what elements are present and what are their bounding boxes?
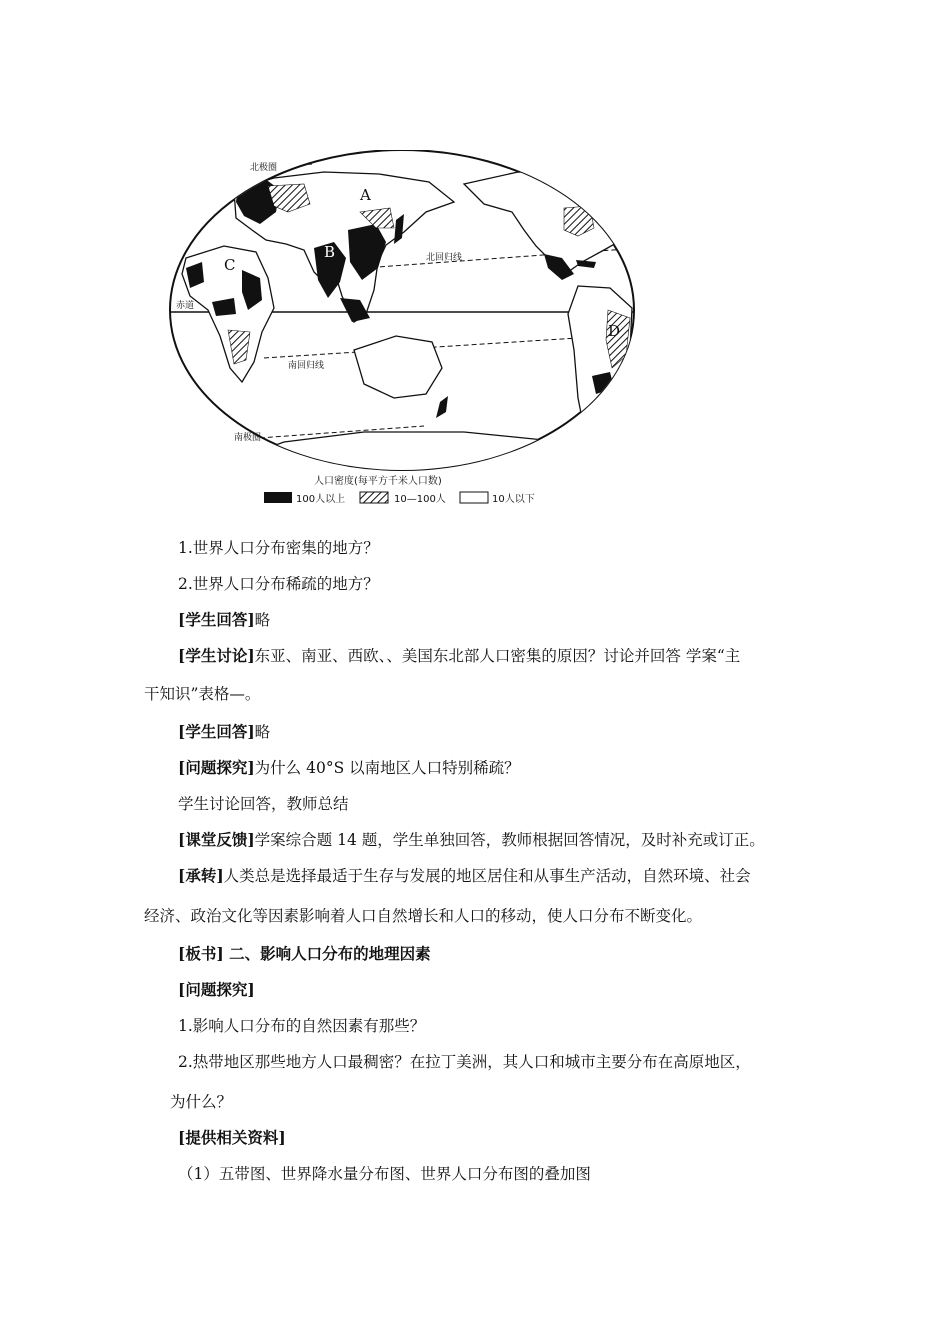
class-feedback: [课堂反馈]学案综合题 14 题，学生单独回答，教师根据回答情况，及时补充或订正。 (178, 830, 765, 849)
student-discussion: [学生讨论]东亚、南亚、西欧、、美国东北部人口密集的原因？讨论并回答 学案“主 (178, 646, 741, 665)
arctic-circle-label: 北极圈 (250, 163, 278, 173)
antarctic-circle-label: 南极圈 (234, 433, 262, 443)
legend-title: 人口密度(每平方千米人口数) (314, 476, 442, 487)
question-2: 2.世界人口分布稀疏的地方？ (178, 575, 379, 593)
board-heading: [板书] 二、影响人口分布的地理因素 (178, 944, 431, 963)
problem-inquiry-2: [问题探究] (178, 980, 255, 999)
tropic-of-cancer-label: 北回归线 (426, 253, 463, 263)
legend-sparse-swatch (460, 492, 488, 503)
region-label-b: B (324, 243, 336, 261)
equator-label: 赤道 (176, 301, 195, 311)
region-label-d: D (608, 322, 621, 340)
inquiry-question-2-cont: 为什么？ (170, 1093, 233, 1111)
question-1: 1.世界人口分布密集的地方？ (178, 539, 379, 557)
region-label-a: A (360, 186, 371, 204)
student-answer-1: [学生回答]略 (178, 610, 271, 629)
tropic-of-capricorn-label: 南回归线 (288, 361, 325, 371)
legend-sparse-label: 10人以下 (492, 494, 535, 505)
world-population-density-map (164, 150, 640, 515)
student-discussion-cont: 干知识”表格—。 (144, 685, 261, 703)
legend-medium-swatch (360, 492, 388, 503)
problem-inquiry-1: [问题探究]为什么 40°S 以南地区人口特别稀疏？ (178, 758, 520, 777)
region-label-c: C (224, 256, 236, 274)
inquiry-question-1: 1.影响人口分布的自然因素有那些？ (178, 1017, 426, 1035)
provide-materials: [提供相关资料] (178, 1128, 286, 1147)
discussion-summary: 学生讨论回答，教师总结 (178, 795, 349, 813)
legend-dense-swatch (264, 492, 292, 503)
inquiry-question-2: 2.热带地区那些地方人口最稠密？在拉丁美洲，其人口和城市主要分布在高原地区， (178, 1053, 751, 1071)
material-item-1: （1）五带图、世界降水量分布图、世界人口分布图的叠加图 (178, 1165, 591, 1183)
legend-dense-label: 100人以上 (296, 494, 346, 505)
student-answer-2: [学生回答]略 (178, 722, 271, 741)
legend-medium-label: 10—100人 (394, 494, 446, 505)
transition-cont: 经济、政治文化等因素影响着人口自然增长和人口的移动，使人口分布不断变化。 (144, 907, 703, 925)
transition: [承转]人类总是选择最适于生存与发展的地区居住和从事生产活动，自然环境、社会 (178, 866, 751, 885)
